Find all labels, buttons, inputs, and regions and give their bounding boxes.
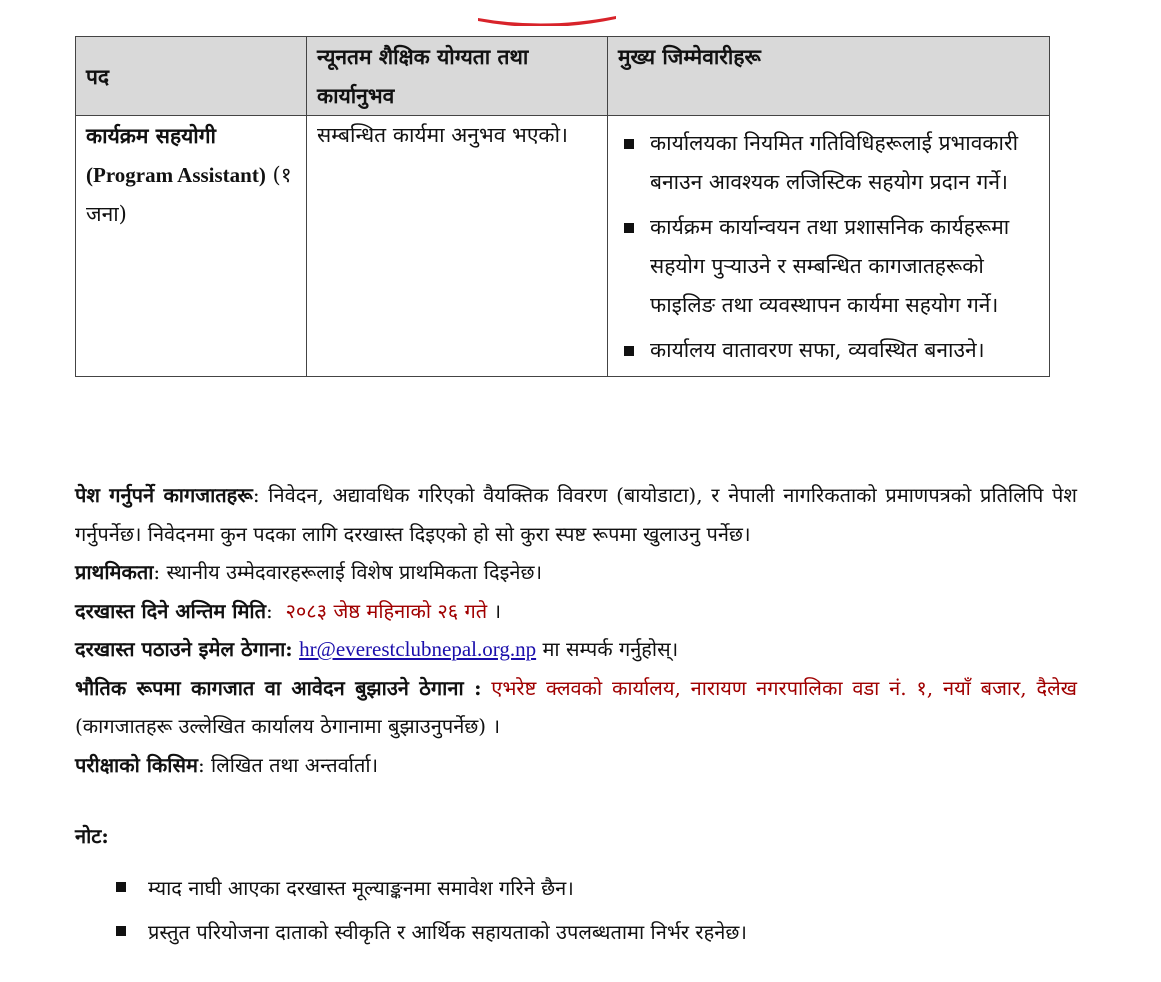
list-item: कार्यालय वातावरण सफा, व्यवस्थित बनाउने।: [618, 331, 1039, 370]
responsibilities-list: [618, 124, 1039, 370]
documents-text: : निवेदन, अद्यावधिक गरिएको वैयक्तिक विवरण (बायोडाटा), र नेपाली नागरिकताको प्रमाणपत्रको प्रतिलिपि पेश गर्नुपर्नेछ। निवेदनमा कुन पदका लागि दरखास्त दिइएको हो सो कुरा स्पष्ट रूपमा खुलाउनु पर्नेछ।: [75, 483, 1077, 546]
deadline-end: ।: [487, 598, 502, 623]
responsibilities-cell: [608, 116, 1050, 377]
post-english-title: (Program Assistant): [86, 163, 266, 187]
exam-label: परीक्षाको किसिम: [75, 752, 198, 777]
notes-list: [110, 866, 747, 954]
deadline-label: दरखास्त दिने अन्तिम मिति: [75, 598, 267, 623]
documents-label: पेश गर्नुपर्ने कागजातहरू: [75, 483, 253, 507]
address-value: एभरेष्ट क्लवको कार्यालय, नारायण नगरपालिका वडा नं. १, नयाँ बजार, दैलेख: [491, 675, 1077, 700]
list-item: कार्यक्रम कार्यान्वयन तथा प्रशासनिक कार्यहरूमा सहयोग पुऱ्याउने र सम्बन्धित कागजातहरूको फाइलिङ तथा व्यवस्थापन कार्यमा सहयोग गर्ने।: [618, 208, 1039, 325]
priority-label: प्राथमिकता: [75, 560, 154, 584]
note-title: नोट:: [75, 824, 109, 848]
email-label: दरखास्त पठाउने इमेल ठेगाना:: [75, 637, 293, 661]
priority-text: : स्थानीय उम्मेदवारहरूलाई विशेष प्राथमिकता दिइनेछ।: [153, 560, 543, 584]
post-title: कार्यक्रम सहयोगी: [86, 123, 216, 148]
vacancy-table: [75, 36, 1050, 377]
header-qualification: न्यूनतम शैक्षिक योग्यता तथा कार्यानुभव: [307, 37, 608, 116]
address-label: भौतिक रूपमा कागजात वा आवेदन बुझाउने ठेगाना :: [75, 675, 482, 700]
table-header-row: [76, 37, 1050, 116]
header-responsibilities: मुख्य जिम्मेवारीहरू: [608, 37, 1050, 116]
post-count: (१ जना): [86, 163, 292, 226]
email-suffix: मा सम्पर्क गर्नुहोस्।: [536, 637, 679, 661]
table-row: [76, 116, 1050, 377]
deadline-separator: :: [266, 598, 273, 623]
documents-paragraph: [75, 476, 1077, 553]
exam-text: : लिखित तथा अन्तर्वार्ता।: [197, 752, 379, 777]
list-item: कार्यालयका नियमित गतिविधिहरूलाई प्रभावकारी बनाउन आवश्यक लजिस्टिक सहयोग प्रदान गर्ने।: [618, 124, 1039, 202]
priority-paragraph: [75, 553, 1077, 592]
application-details: [75, 476, 1077, 784]
list-item: म्याद नाघी आएका दरखास्त मूल्याङ्कनमा समावेश गरिने छैन।: [110, 866, 747, 910]
exam-paragraph: [75, 746, 1077, 785]
address-paragraph: [75, 669, 1077, 746]
qualification-cell: सम्बन्धित कार्यमा अनुभव भएको।: [307, 116, 608, 377]
deadline-paragraph: [75, 592, 1077, 631]
header-post: पद: [76, 37, 307, 116]
email-paragraph: [75, 630, 1077, 669]
email-link[interactable]: hr@everestclubnepal.org.np: [299, 637, 537, 661]
header-logo-fragment: [470, 0, 620, 26]
post-cell: [76, 116, 307, 377]
deadline-value: २०८३ जेष्ठ महिनाको २६ गते: [285, 598, 488, 623]
list-item: प्रस्तुत परियोजना दाताको स्वीकृति र आर्थिक सहायताको उपलब्धतामा निर्भर रहनेछ।: [110, 910, 747, 954]
address-suffix: (कागजातहरू उल्लेखित कार्यालय ठेगानामा बुझाउनुपर्नेछ) ।: [75, 714, 501, 738]
